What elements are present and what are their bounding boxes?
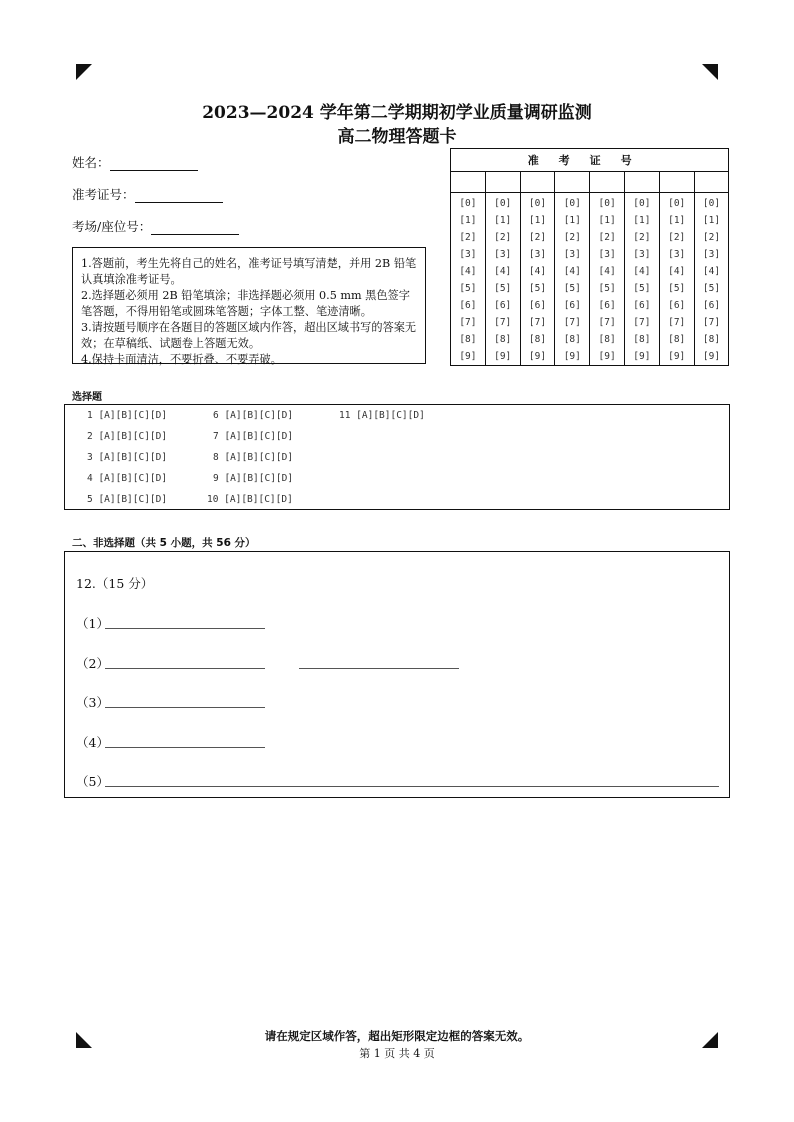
exam-number-digit-column [485,193,520,366]
seat-label: 考场/座位号： [72,219,152,234]
digit-bubble[interactable]: [1] [598,215,616,226]
digit-bubble[interactable]: [1] [459,215,477,226]
digit-bubble[interactable]: [8] [563,334,581,345]
digit-bubble[interactable]: [7] [598,317,616,328]
digit-bubble[interactable]: [5] [563,283,581,294]
digit-bubble[interactable]: [6] [563,300,581,311]
name-input-line[interactable] [110,156,198,171]
exam-number-grid [450,148,729,366]
part-2-answer-line-b[interactable] [299,668,459,669]
digit-bubble[interactable]: [7] [633,317,651,328]
digit-bubble[interactable]: [8] [528,334,547,345]
digit-bubble[interactable]: [7] [528,317,547,328]
digit-bubble[interactable]: [9] [459,351,477,362]
digit-bubble[interactable]: [3] [633,249,651,260]
digit-bubble[interactable]: [4] [528,266,547,277]
choice-item[interactable]: 4 [A][B][C][D] [87,473,168,484]
instruction-1: 1.答题前，考生先将自己的姓名，准考证号填写清楚，并用 2B 铅笔认真填涂准考证号。 [81,257,417,286]
exam-number-label: 准考证号： [72,187,135,202]
part-1-label: （1） [76,616,109,631]
nonchoice-section-label: 二、非选择题（共 5 小题，共 56 分） [72,537,256,549]
digit-bubble[interactable]: [5] [598,283,616,294]
digit-bubble[interactable]: [8] [459,334,477,345]
digit-bubble[interactable]: [9] [702,351,721,362]
digit-bubble[interactable]: [7] [668,317,686,328]
digit-bubble[interactable]: [5] [459,283,477,294]
digit-bubble[interactable]: [2] [668,232,686,243]
choice-item[interactable]: 11 [A][B][C][D] [339,410,425,421]
digit-bubble[interactable]: [4] [633,266,651,277]
exam-number-digit-column [659,193,694,366]
digit-bubble[interactable]: [4] [459,266,477,277]
name-field[interactable] [72,152,198,171]
digit-bubble[interactable]: [0] [598,198,616,209]
exam-number-digit-column [590,193,625,366]
exam-number-field[interactable] [72,184,223,203]
nonchoice-answer-box [64,551,730,798]
exam-number-digit-column [624,193,659,366]
digit-bubble[interactable]: [8] [668,334,686,345]
choice-item[interactable]: 5 [A][B][C][D] [87,494,168,505]
instruction-4: 4.保持卡面清洁，不要折叠、不要弄破。 [81,353,282,366]
digit-bubble[interactable]: [2] [494,232,512,243]
digit-bubble[interactable]: [4] [563,266,581,277]
digit-bubble[interactable]: [7] [563,317,581,328]
exam-number-digit-column [451,193,486,366]
digit-bubble[interactable]: [0] [668,198,686,209]
digit-bubble[interactable]: [0] [633,198,651,209]
digit-bubble[interactable]: [0] [459,198,477,209]
digit-bubble[interactable]: [2] [563,232,581,243]
digit-bubble[interactable]: [9] [494,351,512,362]
digit-bubble[interactable]: [3] [598,249,616,260]
digit-bubble[interactable]: [5] [633,283,651,294]
digit-bubble[interactable]: [7] [494,317,512,328]
digit-bubble[interactable]: [8] [633,334,651,345]
exam-number-digit-column [555,193,590,366]
digit-bubble[interactable]: [1] [702,215,721,226]
exam-number-write-cell[interactable] [694,172,729,193]
choice-answer-box [64,404,730,510]
choice-item[interactable]: 3 [A][B][C][D] [87,452,168,463]
instruction-3: 3.请按题号顺序在各题目的答题区域内作答，超出区域书写的答案无效；在草稿纸、试题卷上答题无效。 [81,321,417,350]
digit-bubble[interactable]: [5] [528,283,547,294]
digit-bubble[interactable]: [9] [668,351,686,362]
exam-number-write-cell[interactable] [451,172,486,193]
page-number: 第 1 页 共 4 页 [359,1047,435,1060]
instructions-box [72,247,426,364]
digit-bubble[interactable]: [3] [528,249,547,260]
digit-bubble[interactable]: [6] [702,300,721,311]
digit-bubble[interactable]: [4] [668,266,686,277]
corner-mark-top-right [702,64,718,80]
digit-bubble[interactable]: [0] [494,198,512,209]
digit-bubble[interactable]: [3] [563,249,581,260]
choice-item[interactable]: 2 [A][B][C][D] [87,431,168,442]
digit-bubble[interactable]: [3] [668,249,686,260]
digit-bubble[interactable]: [6] [459,300,477,311]
title-line-1: 2023—2024 学年第二学期期初学业质量调研监测 [202,103,592,123]
digit-bubble[interactable]: [6] [528,300,547,311]
digit-bubble[interactable]: [6] [668,300,686,311]
digit-bubble[interactable]: [2] [459,232,477,243]
digit-bubble[interactable]: [1] [633,215,651,226]
choice-item[interactable]: 1 [A][B][C][D] [87,410,168,421]
digit-bubble[interactable]: [6] [633,300,651,311]
digit-bubble[interactable]: [5] [702,283,721,294]
digit-bubble[interactable]: [0] [528,198,547,209]
seat-input-line[interactable] [151,220,239,235]
digit-bubble[interactable]: [1] [494,215,512,226]
digit-bubble[interactable]: [9] [598,351,616,362]
digit-bubble[interactable]: [5] [494,283,512,294]
choice-item[interactable]: 6 [A][B][C][D] [213,410,294,421]
part-5-label: （5） [76,774,109,789]
digit-bubble[interactable]: [0] [563,198,581,209]
name-label: 姓名： [72,155,110,170]
digit-bubble[interactable]: [9] [563,351,581,362]
choice-item[interactable]: 8 [A][B][C][D] [213,452,294,463]
digit-bubble[interactable]: [4] [494,266,512,277]
digit-bubble[interactable]: [7] [702,317,721,328]
exam-number-header: 准考证号 [451,149,729,172]
part-2-label: （2） [76,656,109,671]
instruction-2: 2.选择题必须用 2B 铅笔填涂；非选择题必须用 0.5 mm 黑色签字笔答题，不得用铅笔或圆珠笔答题；字体工整、笔迹清晰。 [81,289,410,318]
choice-item[interactable]: 9 [A][B][C][D] [213,473,294,484]
digit-bubble[interactable]: [1] [528,215,547,226]
exam-number-write-cell[interactable] [590,172,625,193]
part-3-label: （3） [76,695,109,710]
digit-bubble[interactable]: [6] [598,300,616,311]
part-5-answer-line[interactable] [105,786,719,787]
exam-number-write-cell[interactable] [485,172,520,193]
exam-number-write-cell[interactable] [555,172,590,193]
digit-bubble[interactable]: [8] [494,334,512,345]
exam-number-input-line[interactable] [135,188,223,203]
digit-bubble[interactable]: [5] [668,283,686,294]
part-1-answer-line[interactable] [105,628,265,629]
digit-bubble[interactable]: [3] [702,249,721,260]
part-2-answer-line-a[interactable] [105,668,265,669]
digit-bubble[interactable]: [2] [633,232,651,243]
seat-field[interactable] [72,216,239,235]
exam-number-write-cell[interactable] [520,172,555,193]
part-4-label: （4） [76,735,109,750]
part-4-answer-line[interactable] [105,747,265,748]
choice-section-label: 选择题 [72,392,102,403]
digit-bubble[interactable]: [2] [598,232,616,243]
exam-number-digit-column [694,193,729,366]
digit-bubble[interactable]: [2] [702,232,721,243]
footer-warning: 请在规定区域作答，超出矩形限定边框的答案无效。 [264,1029,530,1043]
digit-bubble[interactable]: [1] [668,215,686,226]
digit-bubble[interactable]: [0] [702,198,721,209]
digit-bubble[interactable]: [2] [528,232,547,243]
choice-item[interactable]: 10 [A][B][C][D] [207,494,293,505]
digit-bubble[interactable]: [4] [598,266,616,277]
exam-number-write-cell[interactable] [659,172,694,193]
question-12-title: 12.（15 分） [76,576,154,591]
title-line-2: 高二物理答题卡 [337,127,457,147]
choice-item[interactable]: 7 [A][B][C][D] [213,431,294,442]
digit-bubble[interactable]: [8] [598,334,616,345]
digit-bubble[interactable]: [6] [494,300,512,311]
digit-bubble[interactable]: [3] [459,249,477,260]
digit-bubble[interactable]: [7] [459,317,477,328]
exam-number-digit-column [520,193,555,366]
exam-number-write-cell[interactable] [624,172,659,193]
digit-bubble[interactable]: [4] [702,266,721,277]
digit-bubble[interactable]: [9] [633,351,651,362]
digit-bubble[interactable]: [9] [528,351,547,362]
digit-bubble[interactable]: [8] [702,334,721,345]
digit-bubble[interactable]: [3] [494,249,512,260]
corner-mark-top-left [76,64,92,80]
digit-bubble[interactable]: [1] [563,215,581,226]
part-3-answer-line[interactable] [105,707,265,708]
